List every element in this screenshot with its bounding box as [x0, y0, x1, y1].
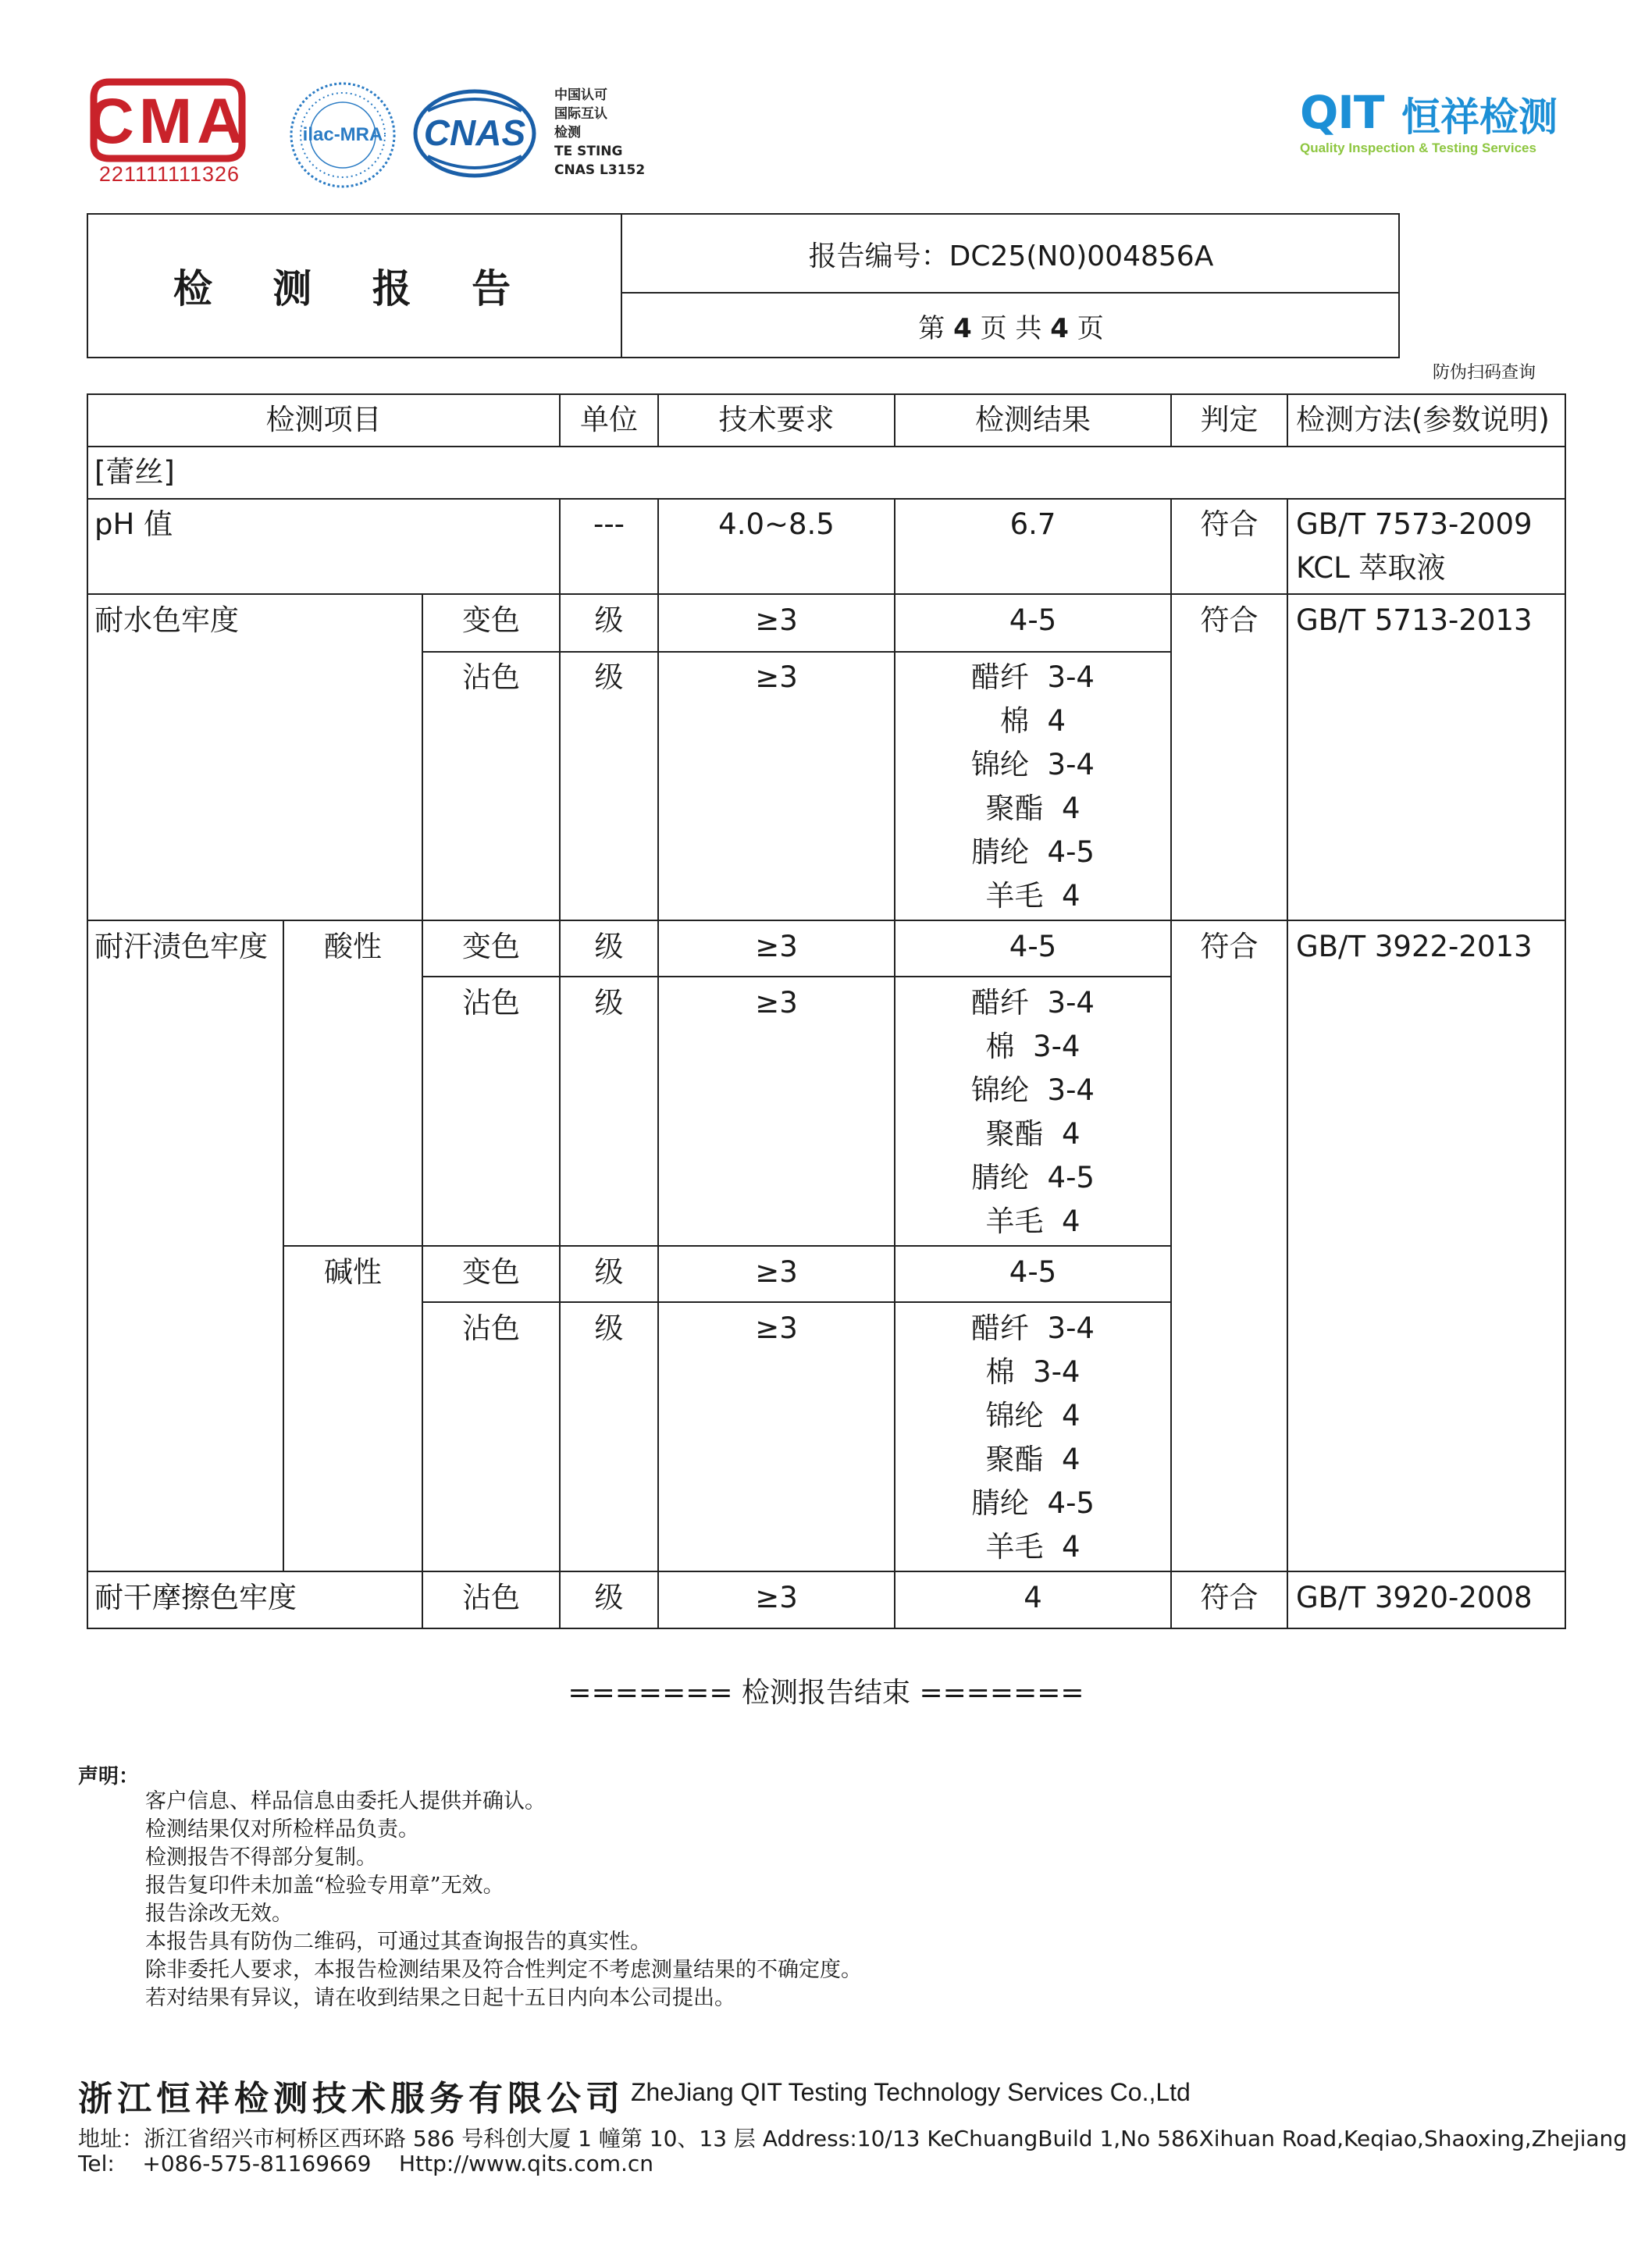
table-rule	[87, 593, 1566, 595]
sub-item-label: 变色	[462, 930, 520, 963]
column-header: 检测方法(参数说明)	[1296, 403, 1550, 436]
company-name-en: ZheJiang QIT Testing Technology Services Co.,Ltd	[631, 2078, 1191, 2106]
anticounterfeit-note: 防伪扫码查询	[1433, 363, 1536, 383]
table-rule	[422, 976, 1172, 977]
report-number: 报告编号：DC25(N0)004856A	[808, 240, 1214, 272]
section-label: [蕾丝]	[94, 455, 175, 489]
declaration-item: 本报告具有防伪二维码，可通过其查询报告的真实性。	[145, 1930, 651, 1954]
unit-cell: 级	[594, 1581, 624, 1614]
unit-cell: 级	[594, 660, 624, 694]
result-cell: 醋纤 3-4 棉 3-4 锦纶 4 聚酯 4 腈纶 4-5 羊毛 4	[971, 1311, 1095, 1564]
table-rule	[87, 920, 1566, 921]
page-current: 4	[953, 313, 972, 344]
column-header: 判定	[1200, 403, 1259, 436]
cnas-logo-text: CNAS	[423, 112, 526, 153]
declaration-item: 报告涂改无效。	[145, 1902, 293, 1926]
table-rule	[422, 593, 423, 1629]
column-header: 技术要求	[718, 403, 835, 436]
company-name-cn: 浙江恒祥检测技术服务有限公司	[78, 2079, 625, 2119]
requirement-cell: ≥3	[755, 986, 798, 1020]
method-cell: GB/T 3920-2008	[1296, 1581, 1533, 1614]
declaration-item: 客户信息、样品信息由委托人提供并确认。	[145, 1789, 546, 1813]
cma-number: 221111111326	[98, 162, 240, 186]
requirement-cell: ≥3	[755, 603, 798, 637]
requirement-cell: ≥3	[755, 1581, 798, 1614]
result-cell: 醋纤 3-4 棉 4 锦纶 3-4 聚酯 4 腈纶 4-5 羊毛 4	[971, 660, 1095, 913]
table-rule	[1170, 498, 1172, 1629]
table-rule	[422, 1301, 1172, 1303]
table-rule	[87, 498, 1566, 500]
unit-cell: 级	[594, 1311, 624, 1345]
unit-cell: ---	[593, 507, 625, 541]
company-contact: Tel: +086-575-81169669 Http://www.qits.com.cn	[78, 2151, 654, 2176]
page-prefix: 第	[918, 313, 945, 344]
cnas-caption	[554, 86, 645, 180]
test-item-perspiration-fastness: 耐汗渍色牢度	[94, 930, 268, 963]
column-header: 单位	[580, 403, 638, 436]
sub-item-label: 沾色	[462, 1311, 520, 1345]
requirement-cell: 4.0~8.5	[718, 507, 835, 541]
requirement-cell: ≥3	[755, 930, 798, 963]
table-rule	[283, 1245, 1172, 1247]
table-border	[87, 393, 88, 1629]
test-item-water-fastness: 耐水色牢度	[94, 603, 239, 637]
cma-logo-text: CMA	[87, 86, 248, 157]
result-cell: 6.7	[1009, 507, 1056, 541]
table-rule	[283, 920, 284, 1571]
cnas-caption-line: CNAS L3152	[554, 162, 646, 178]
result-cell: 4	[1024, 1581, 1042, 1614]
declaration-item: 检测结果仅对所检样品负责。	[145, 1817, 419, 1842]
table-border	[87, 393, 1566, 395]
page-total: 4	[1050, 313, 1069, 344]
sub-item-label: 沾色	[462, 1581, 520, 1614]
test-item-dry-rubbing: 耐干摩擦色牢度	[94, 1581, 297, 1614]
condition-label: 碱性	[324, 1255, 382, 1289]
verdict-cell: 符合	[1200, 1581, 1259, 1614]
column-header: 检测项目	[265, 403, 382, 436]
cnas-logo	[412, 87, 537, 180]
condition-label: 酸性	[324, 930, 382, 963]
result-cell: 4-5	[1009, 603, 1057, 637]
unit-cell: 级	[594, 930, 624, 963]
unit-cell: 级	[594, 1255, 624, 1289]
company-address: 地址：浙江省绍兴市柯桥区西环路 586 号科创大厦 1 幢第 10、13 层 Address:10/13 KeChuangBuild 1,No 586Xihuan Road,Keqiao,Shaoxing,Zhejiang	[78, 2126, 1628, 2151]
table-rule	[1287, 393, 1288, 446]
declaration-title: 声明：	[78, 1765, 140, 1788]
test-item-ph: pH 值	[94, 507, 173, 541]
declaration-list	[145, 1788, 862, 2012]
table-rule	[1287, 498, 1288, 1629]
header-divider	[621, 292, 1400, 294]
cnas-caption-line: 检测	[554, 125, 581, 141]
ilac-logo-text: ilac-MRA	[302, 124, 383, 145]
method-cell: GB/T 5713-2013	[1296, 603, 1533, 637]
sub-item-label: 变色	[462, 1255, 520, 1289]
verdict-cell: 符合	[1200, 930, 1259, 963]
unit-cell: 级	[594, 986, 624, 1020]
requirement-cell: ≥3	[755, 660, 798, 694]
declaration-item: 若对结果有异议，请在收到结果之日起十五日内向本公司提出。	[145, 1986, 735, 2010]
cma-logo	[86, 74, 250, 164]
requirement-cell: ≥3	[755, 1255, 798, 1289]
page-suffix: 页	[1077, 313, 1104, 344]
table-rule	[422, 651, 1172, 653]
result-cell: 4-5	[1009, 930, 1057, 963]
method-cell: GB/T 7573-2009 KCL 萃取液	[1296, 507, 1533, 585]
sub-item-label: 变色	[462, 603, 520, 637]
qit-tagline: Quality Inspection & Testing Services	[1300, 141, 1536, 155]
cnas-caption-line: 中国认可	[554, 87, 607, 103]
report-title: 检 测 报 告	[173, 265, 535, 311]
cnas-caption-line: 国际互认	[554, 106, 607, 122]
page-indicator	[622, 307, 1400, 345]
requirement-cell: ≥3	[755, 1311, 798, 1345]
ilac-mra-logo	[287, 80, 398, 190]
sub-item-label: 沾色	[462, 986, 520, 1020]
result-cell: 4-5	[1009, 1255, 1057, 1289]
result-cell: 醋纤 3-4 棉 3-4 锦纶 3-4 聚酯 4 腈纶 4-5 羊毛 4	[971, 986, 1095, 1238]
declaration-item: 报告复印件未加盖“检验专用章”无效。	[145, 1874, 504, 1898]
table-border	[87, 1628, 1566, 1629]
qit-brand-cn: 恒祥检测	[1401, 94, 1558, 140]
page-mid: 页 共	[980, 313, 1042, 344]
verdict-cell: 符合	[1200, 507, 1259, 541]
qit-logo: QIT	[1300, 86, 1384, 139]
cnas-caption-line: TE STING	[554, 144, 623, 159]
column-header: 检测结果	[975, 403, 1091, 436]
declaration-item: 检测报告不得部分复制。	[145, 1845, 377, 1870]
table-border	[1565, 393, 1566, 1629]
sub-item-label: 沾色	[462, 660, 520, 694]
table-rule	[87, 446, 1566, 447]
table-rule	[87, 1571, 1566, 1572]
unit-cell: 级	[594, 603, 624, 637]
report-end-mark: ======= 检测报告结束 =======	[568, 1677, 1084, 1709]
verdict-cell: 符合	[1200, 603, 1259, 637]
declaration-item: 除非委托人要求，本报告检测结果及符合性判定不考虑测量结果的不确定度。	[145, 1958, 862, 1982]
method-cell: GB/T 3922-2013	[1296, 930, 1533, 963]
